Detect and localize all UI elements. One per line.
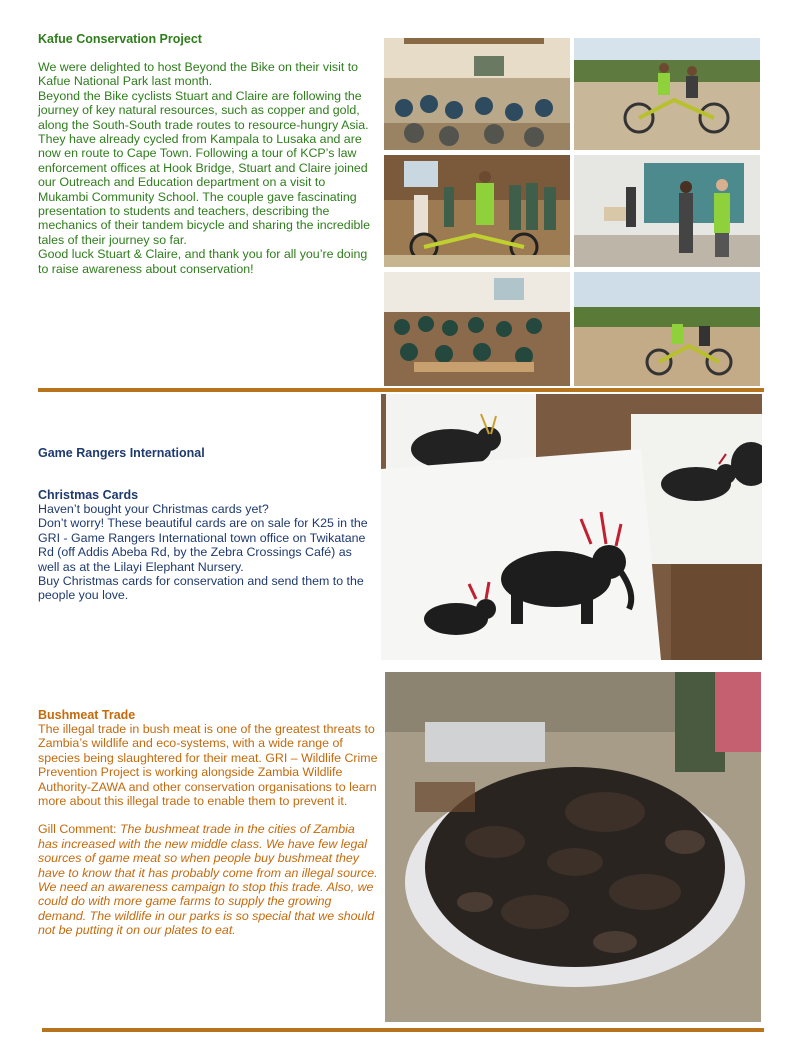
christmas-paragraph-3: Buy Christmas cards for conservation and send them to the people you love.: [38, 574, 364, 603]
elephant-christmas-cards-photo: [381, 394, 762, 660]
tandem-bike-photo-2: [574, 272, 760, 386]
christmas-cards-body: [38, 502, 374, 603]
bushmeat-paragraph: The illegal trade in bush meat is one of the greatest threats to Zambia’s wildlife and eco-systems, with a wide range of species being slaughtered for their meat. GRI – Wildlife Crime Prevention Project is working alongside Zambia Wildlife Authority-ZAWA and other conservation organisations to learn more about this illegal trade to enable them to prevent it.: [38, 722, 378, 809]
section-divider-1: [38, 388, 764, 392]
section-divider-2: [42, 1028, 764, 1032]
classroom-photo-1: [384, 38, 570, 150]
kafue-paragraph-1: We were delighted to host Beyond the Bike on their visit to Kafue National Park last month.: [38, 60, 359, 89]
bushmeat-body: [38, 722, 378, 938]
christmas-cards-title: Christmas Cards: [38, 488, 139, 502]
classroom-photo-2: [384, 272, 570, 386]
bushmeat-title: Bushmeat Trade: [38, 708, 136, 722]
gill-comment-text: The bushmeat trade in the cities of Zambia has increased with the new middle class. We have few legal sources of game meat so when people buy bushmeat they have to know that it has probably come from an illegal source. We need an awareness campaign to stop this trade. Also, we could do with more game farms to supply the growing demand. The wildlife in our parks is so special that we should not be putting it on our plates to eat.: [38, 822, 378, 938]
bushmeat-pile-photo: [385, 672, 761, 1022]
kafue-paragraph-2: Beyond the Bike cyclists Stuart and Claire are following the journey of key natural resources, such as copper and gold, along the South-South trade routes to resource-hungry Asia. They have already cycled from Kampala to Lusaka and are now en route to Cape Town. Following a tour of KCP’s law enforcement offices at Hook Bridge, Stuart and Claire joined our Outreach and Education department on a visit to Mukambi Community School. The couple gave fascinating presentation to students and teachers, describing the mechanics of their tandem bicycle and sharing the incredible tales of their journey so far.: [38, 88, 370, 247]
gri-title: Game Rangers International: [38, 446, 205, 460]
presentation-photo: [574, 155, 760, 267]
kafue-title: Kafue Conservation Project: [38, 32, 202, 46]
gill-comment: [38, 822, 378, 937]
kafue-body: [38, 60, 374, 276]
kafue-paragraph-3: Good luck Stuart & Claire, and thank you for all you’re doing to raise awareness about conservation!: [38, 247, 368, 276]
school-visit-photo-1: [384, 155, 570, 267]
christmas-paragraph-2: Don’t worry! These beautiful cards are on sale for K25 in the GRI - Game Rangers International town office on Twikatane Rd (off Addis Abeba Rd, by the Zebra Crossings Café) as well as at the Lilayi Elephant Nursery.: [38, 516, 368, 574]
tandem-bike-photo-1: [574, 38, 760, 150]
christmas-paragraph-1: Haven’t bought your Christmas cards yet?: [38, 502, 269, 516]
gill-comment-label: Gill Comment:: [38, 822, 120, 837]
